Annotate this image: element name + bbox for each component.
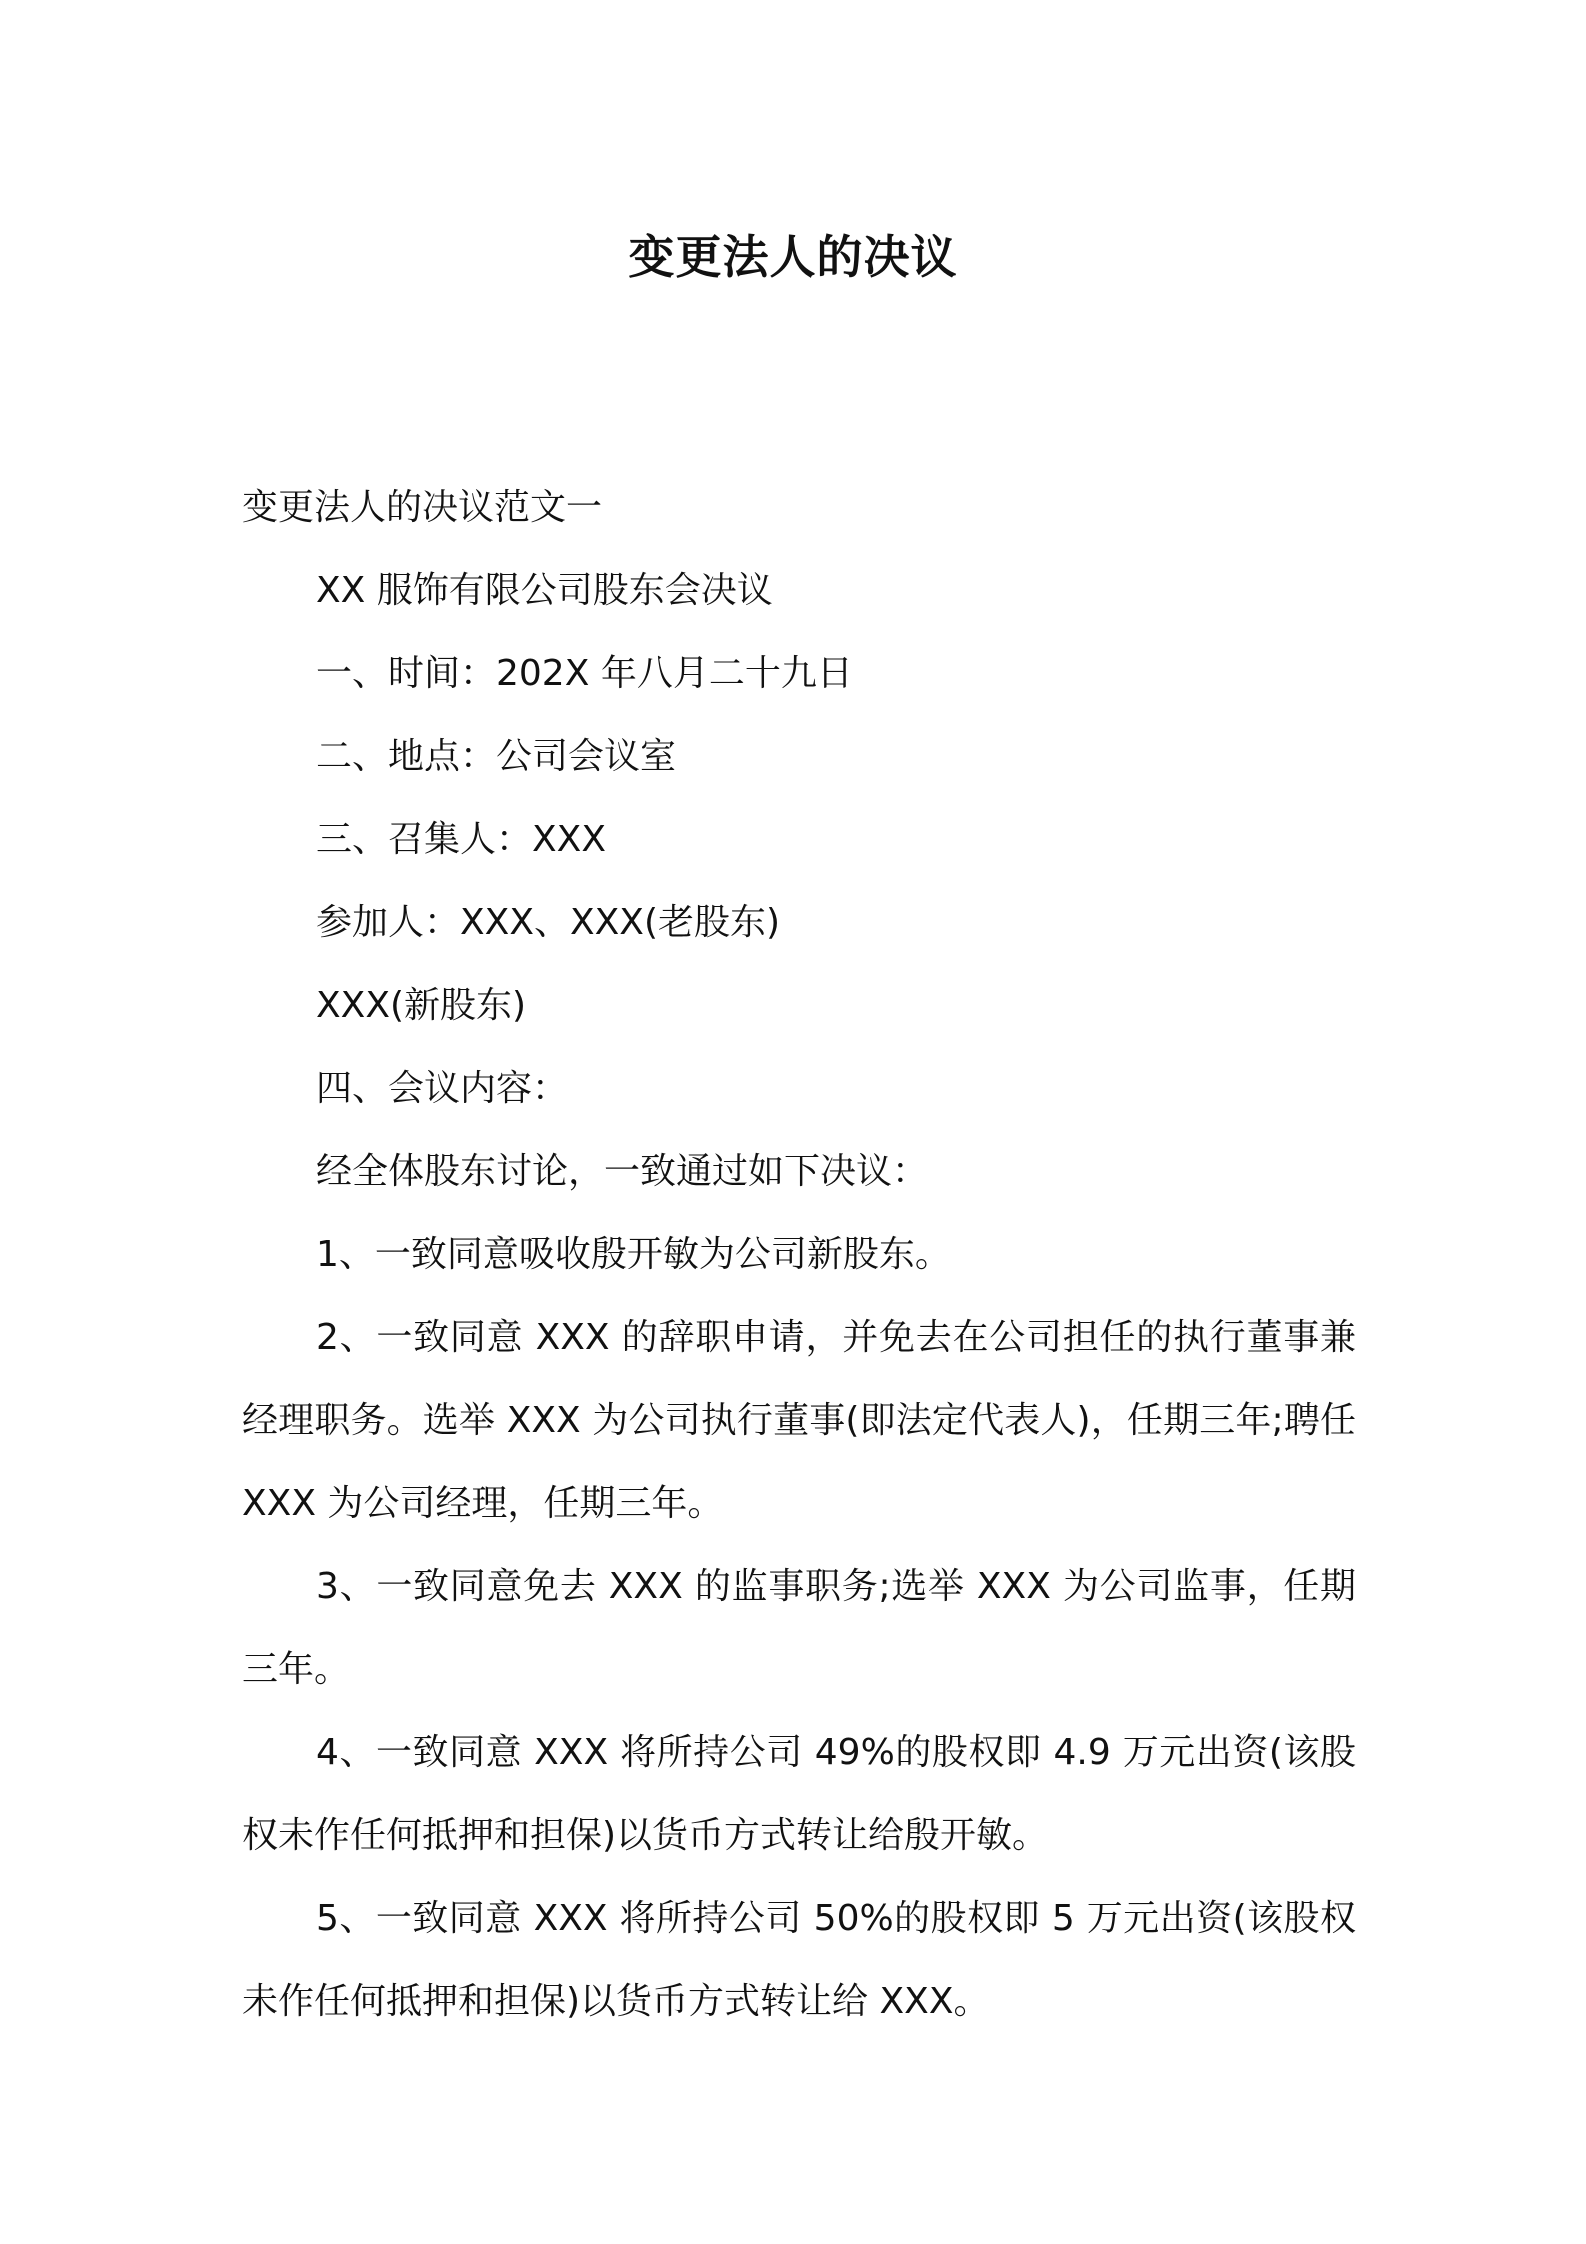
resolution-item: 3、一致同意免去 XXX 的监事职务;选举 XXX 为公司监事，任期三年。 — [242, 1566, 1356, 1690]
resolution-item: 5、一致同意 XXX 将所持公司 50%的股权即 5 万元出资(该股权未作任何抵押和担保)以货币方式转让给 XXX。 — [242, 1898, 1356, 2022]
resolution-intro: 经全体股东讨论，一致通过如下决议： — [316, 1151, 929, 1192]
company-heading: XX 服饰有限公司股东会决议 — [316, 570, 773, 611]
meeting-place: 二、地点：公司会议室 — [316, 736, 677, 777]
meeting-convener: 三、召集人：XXX — [316, 819, 606, 860]
resolution-item: 1、一致同意吸收殷开敏为公司新股东。 — [316, 1234, 951, 1275]
resolution-item: 4、一致同意 XXX 将所持公司 49%的股权即 4.9 万元出资(该股权未作任何抵押和担保)以货币方式转让给殷开敏。 — [242, 1732, 1356, 1856]
document-title: 变更法人的决议 — [628, 230, 958, 284]
meeting-participants: 参加人：XXX、XXX(老股东) — [316, 902, 781, 943]
content-heading: 四、会议内容： — [316, 1068, 569, 1109]
meeting-participants-new: XXX(新股东) — [316, 985, 527, 1026]
document-subtitle: 变更法人的决议范文一 — [242, 487, 603, 528]
meeting-time: 一、时间：202X 年八月二十九日 — [316, 653, 853, 694]
resolution-item: 2、一致同意 XXX 的辞职申请，并免去在公司担任的执行董事兼经理职务。选举 XXX 为公司执行董事(即法定代表人)，任期三年;聘任 XXX 为公司经理，任期三年。 — [242, 1317, 1356, 1524]
